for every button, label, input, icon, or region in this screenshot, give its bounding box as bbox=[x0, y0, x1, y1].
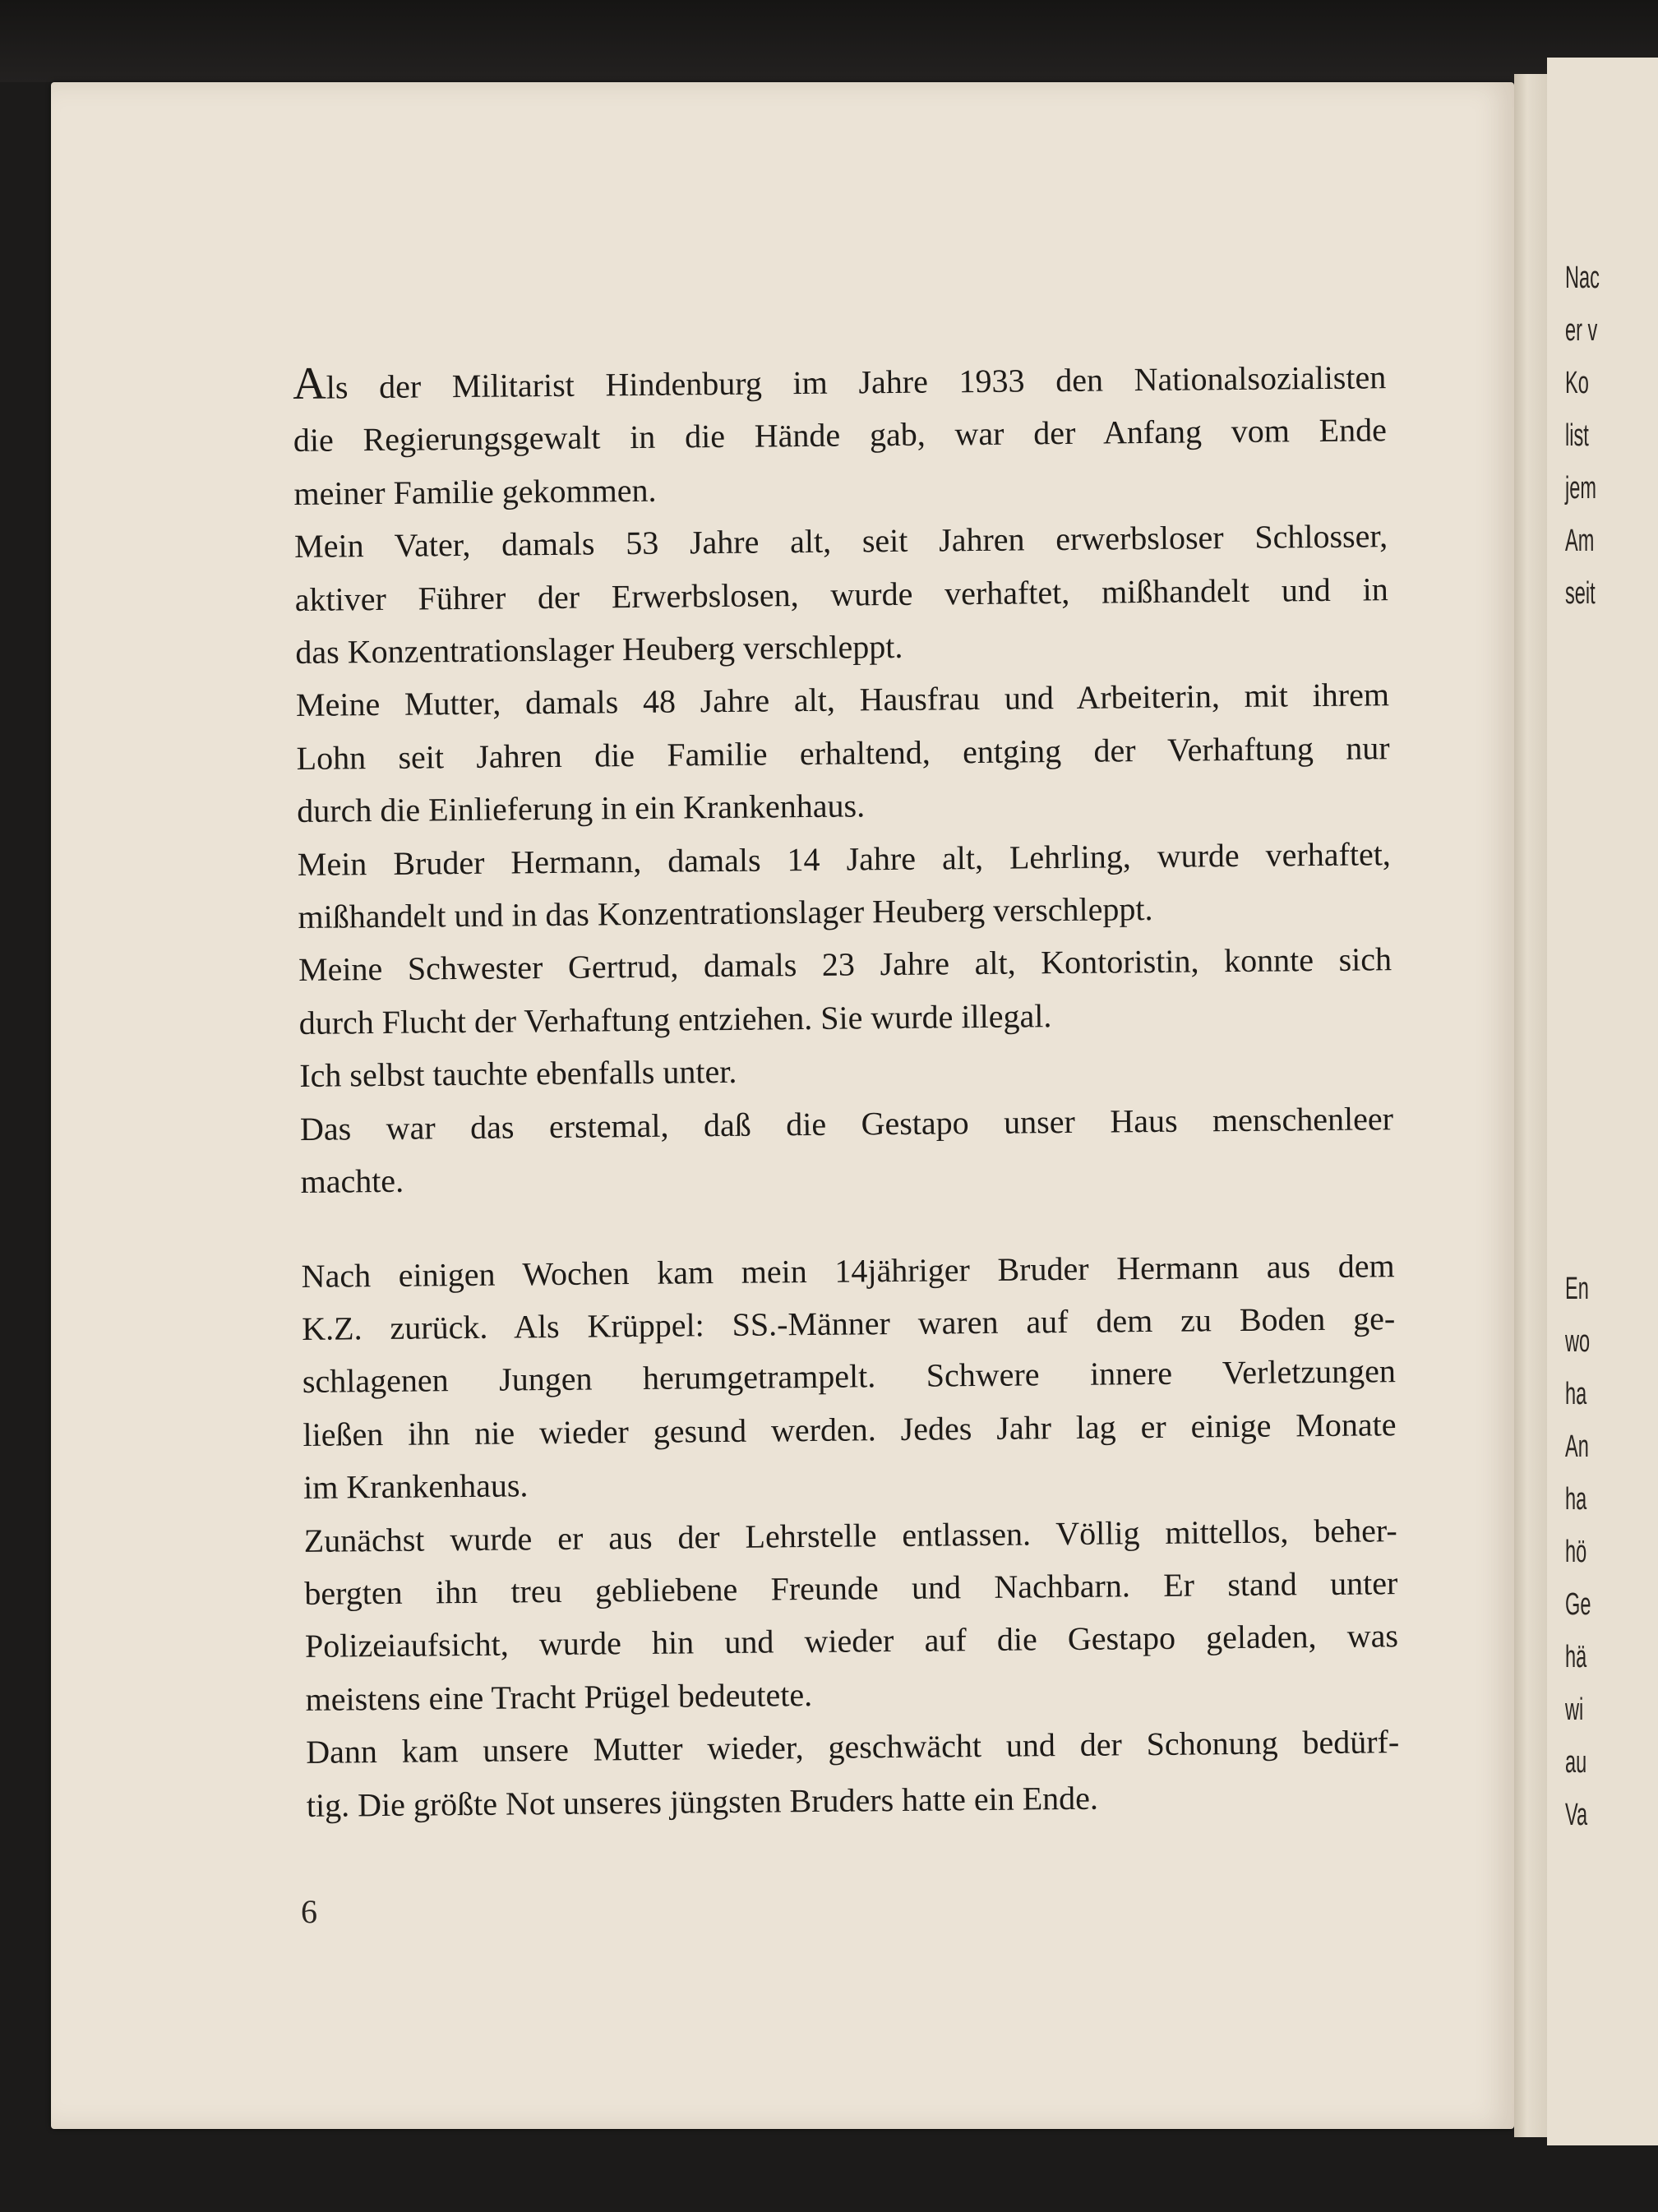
page-number: 6 bbox=[301, 1893, 317, 1930]
text-line: Als der Militarist Hindenburg im Jahre 1933 den Nationalsozialisten bbox=[292, 358, 1387, 409]
text-line: Das war das erstemal, daß die Gestapo unser Haus menschenleer bbox=[299, 1099, 1394, 1148]
text-line: Dann kam unsere Mutter wieder, geschwächt und der Schonung bedürf- bbox=[306, 1723, 1400, 1771]
facing-page-fragment: hä bbox=[1565, 1640, 1587, 1674]
facing-page-fragment: list bbox=[1565, 418, 1589, 453]
facing-page-fragment: En bbox=[1565, 1272, 1589, 1306]
text-line: durch Flucht der Verhaftung entziehen. Sie wurde illegal. bbox=[298, 997, 1052, 1041]
text-line: Meine Mutter, damals 48 Jahre alt, Hausfrau und Arbeiterin, mit ihrem bbox=[295, 676, 1390, 724]
facing-page-fragment: jem bbox=[1565, 471, 1596, 506]
text-line: im Krankenhaus. bbox=[303, 1466, 529, 1507]
text-line: bergten ihn treu gebliebene Freunde und Nachbarn. Er stand unter bbox=[304, 1564, 1398, 1612]
facing-page-fragment: ha bbox=[1565, 1377, 1587, 1411]
facing-page-fragment: hö bbox=[1565, 1535, 1587, 1569]
facing-page-fragment: Va bbox=[1565, 1798, 1588, 1832]
paragraph-1 bbox=[293, 351, 1394, 1208]
body-text bbox=[293, 351, 1400, 1832]
text-line: meiner Familie gekommen. bbox=[293, 471, 657, 512]
text-line: ließen ihn nie wieder gesund werden. Jedes Jahr lag er einige Monate bbox=[303, 1405, 1397, 1453]
text-line: Nach einigen Wochen kam mein 14jähriger Bruder Hermann aus dem bbox=[301, 1246, 1395, 1295]
facing-page-fragment: er v bbox=[1565, 313, 1598, 348]
dark-background bbox=[0, 0, 1658, 82]
facing-page-fragment: Am bbox=[1565, 524, 1595, 558]
drop-cap: A bbox=[292, 358, 327, 409]
text-line: die Regierungsgewalt in die Hände gab, war der Anfang vom Ende bbox=[293, 411, 1388, 459]
text-line: Mein Vater, damals 53 Jahre alt, seit Jahren erwerbsloser Schlosser, bbox=[293, 517, 1388, 566]
book-gutter bbox=[1514, 74, 1547, 2137]
paragraph-2 bbox=[301, 1240, 1400, 1832]
text-line: mißhandelt und in das Konzentrationslager Heuberg verschleppt. bbox=[298, 890, 1153, 936]
text-line: Mein Bruder Hermann, damals 14 Jahre alt, Lehrling, wurde verhaftet, bbox=[297, 834, 1392, 883]
text-line: Ich selbst tauchte ebenfalls unter. bbox=[299, 1053, 737, 1095]
facing-page-fragment: An bbox=[1565, 1429, 1589, 1464]
facing-page-fragment: seit bbox=[1565, 576, 1596, 611]
text-line: tig. Die größte Not unseres jüngsten Bruders hatte ein Ende. bbox=[306, 1779, 1099, 1824]
text-line: das Konzentrationslager Heuberg verschleppt. bbox=[295, 627, 903, 672]
text-line: Zunächst wurde er aus der Lehrstelle entlassen. Völlig mittellos, beher- bbox=[303, 1511, 1397, 1559]
facing-page-edge bbox=[1547, 58, 1658, 2145]
facing-page-fragment: ha bbox=[1565, 1482, 1587, 1517]
text-line: schlagenen Jungen herumgetrampelt. Schwere innere Verletzungen bbox=[302, 1352, 1397, 1401]
text-line: machte. bbox=[300, 1161, 404, 1201]
facing-page-fragment: Ko bbox=[1565, 366, 1589, 400]
text-line: K.Z. zurück. Als Krüppel: SS.-Männer waren auf dem zu Boden ge- bbox=[302, 1300, 1396, 1347]
text-line: aktiver Führer der Erwerbslosen, wurde verhaftet, mißhandelt und in bbox=[294, 570, 1388, 618]
text-line: durch die Einlieferung in ein Krankenhaus. bbox=[297, 787, 866, 830]
text-line: Meine Schwester Gertrud, damals 23 Jahre alt, Kontoristin, konnte sich bbox=[298, 940, 1392, 989]
text-line: meistens eine Tracht Prügel bedeutete. bbox=[305, 1675, 813, 1718]
facing-page-fragment: au bbox=[1565, 1745, 1587, 1780]
facing-page-fragment: wi bbox=[1565, 1692, 1584, 1727]
facing-page-fragment: Nac bbox=[1565, 261, 1600, 295]
facing-page-fragment: Ge bbox=[1565, 1587, 1591, 1622]
facing-page-fragment: wo bbox=[1565, 1324, 1591, 1359]
text-line: Lohn seit Jahren die Familie erhaltend, entging der Verhaftung nur bbox=[296, 729, 1390, 777]
text-line: Polizeiaufsicht, wurde hin und wieder auf die Gestapo geladen, was bbox=[304, 1617, 1399, 1665]
